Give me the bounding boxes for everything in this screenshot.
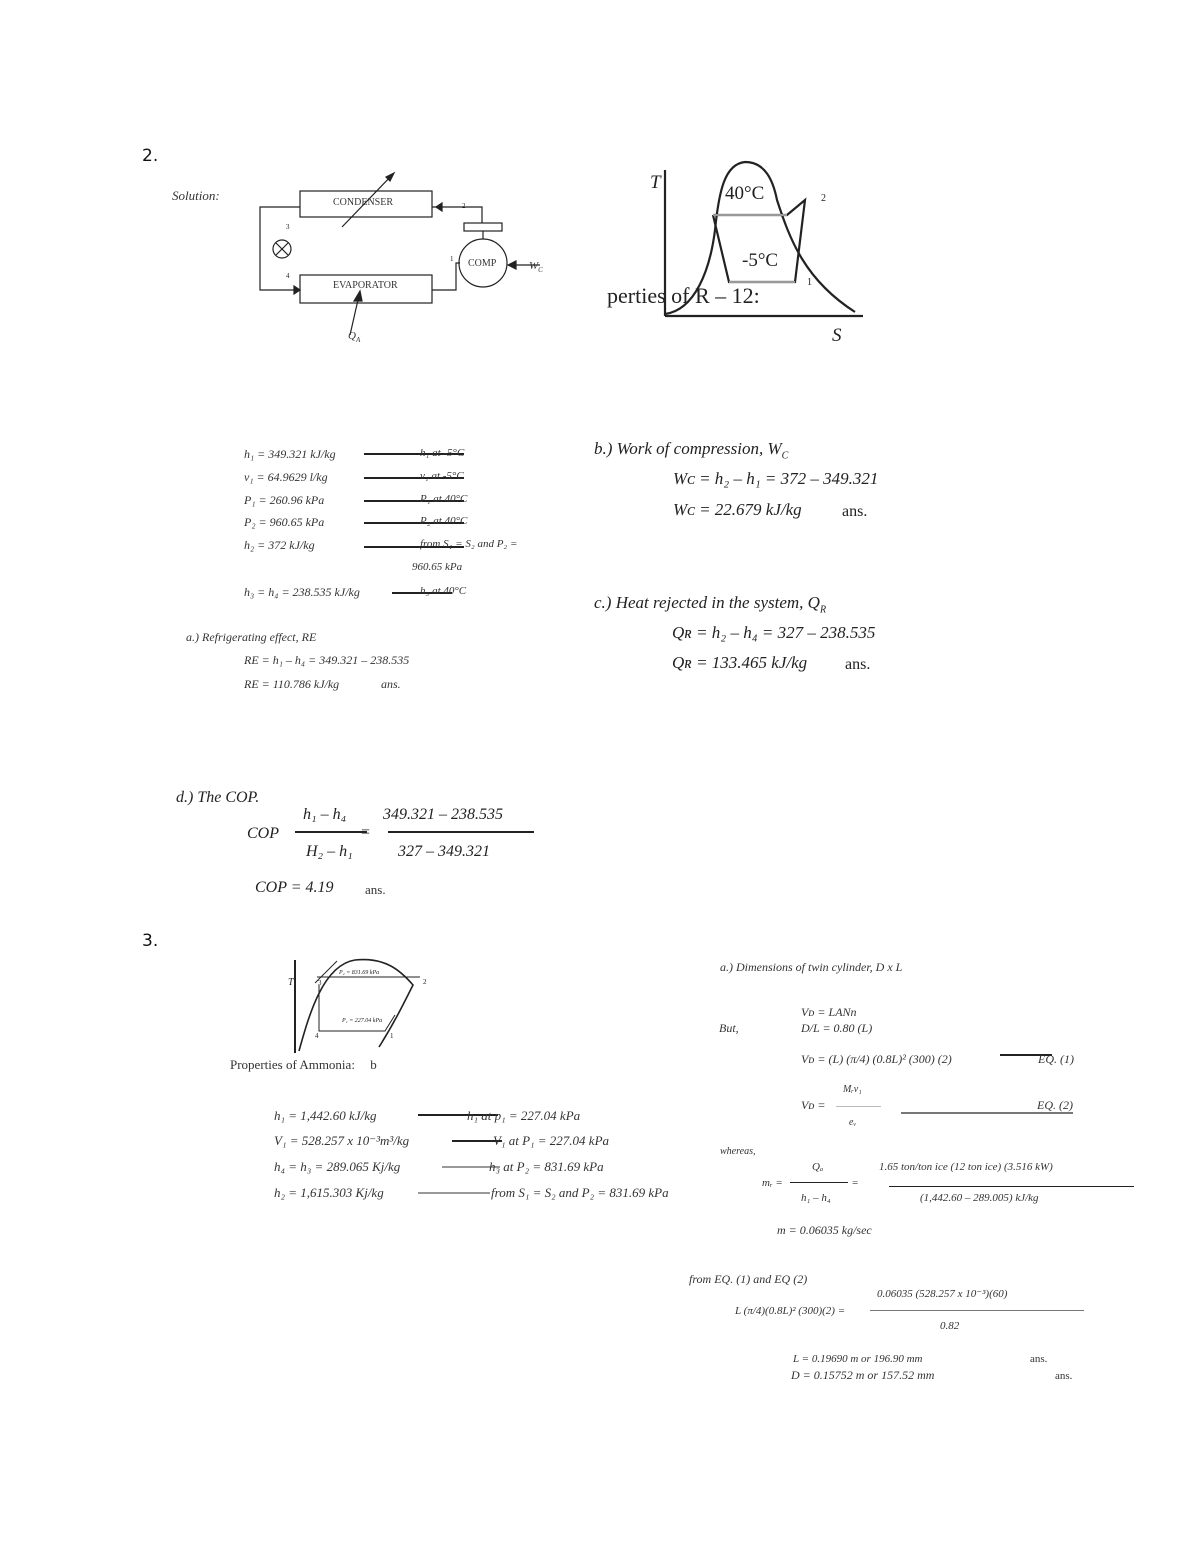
heat-absorbed-label: $Q_A$ <box>348 330 361 345</box>
p2-b-ans: ans. <box>842 503 868 520</box>
prop-h2: h₂ = 372 kJ/kg <box>244 538 315 552</box>
ts-s-axis-label: S <box>832 325 842 346</box>
fraction-bar <box>836 1106 881 1107</box>
p2-c-heading: c.) Heat rejected in the system, $Q_R$ <box>594 593 827 616</box>
p3-but: But, <box>719 1021 739 1035</box>
note-p1: P₁ at 40°C <box>420 493 468 505</box>
p2-b-eq2: Wᴄ = 22.679 kJ/kg <box>673 500 802 519</box>
p3-d-result: D = 0.15752 m or 157.52 mm <box>791 1368 935 1382</box>
p3-whereas: whereas, <box>720 1146 756 1157</box>
condenser-label: CONDENSER <box>333 197 394 208</box>
p2-c-eq2: Qʀ = 133.465 kJ/kg <box>672 653 808 672</box>
p2-c-eq1: Qʀ = h₂ – h₄ = 327 – 238.535 <box>672 623 876 642</box>
p3-rhs-den: (1,442.60 – 289.005) kJ/kg <box>920 1192 1039 1204</box>
note-h2-cont: 960.65 kPa <box>412 561 463 573</box>
note-h3: h₃ at 40°C <box>420 585 467 597</box>
p2-a-heading: a.) Refrigerating effect, RE <box>186 630 317 644</box>
ts-state-1: 1 <box>807 277 812 288</box>
fraction-bar <box>889 1186 1134 1187</box>
p2-a-eq2: RE = 110.786 kJ/kg <box>244 677 340 691</box>
problem-3-number: 3. <box>142 931 159 951</box>
cop-num1: h₁ – h₄ <box>303 806 347 823</box>
p3-rhs-num: 1.65 ton/ton ice (12 ton ice) (3.516 kW) <box>879 1161 1053 1173</box>
arrow-line <box>418 1192 490 1194</box>
compressor-label: COMP <box>468 258 497 269</box>
problem-2-number: 2. <box>142 146 159 166</box>
p3-eq2: EQ. (2) <box>1037 1098 1073 1112</box>
p3-eqs: = <box>852 1177 859 1189</box>
p3-note-h3: h₃ at P₂ = 831.69 kPa <box>489 1159 604 1174</box>
ts-t-axis-label: T <box>650 172 661 193</box>
fraction-bar <box>870 1310 1084 1311</box>
p3-dl: D/L = 0.80 (L) <box>801 1021 873 1035</box>
refrigeration-schematic <box>250 165 560 350</box>
work-compressor-label: $W_C$ <box>529 260 543 275</box>
prop-p1: P₁ = 260.96 kPa <box>244 493 325 507</box>
p3-from: from EQ. (1) and EQ (2) <box>689 1272 808 1286</box>
p2-a-ans: ans. <box>381 677 401 691</box>
cop-label: COP <box>247 825 279 842</box>
p3-frac-den: 0.82 <box>940 1320 960 1332</box>
ammonia-caption: Properties of Ammonia: b <box>230 1057 377 1072</box>
p3-vd2: Vᴅ = (L) (π/4) (0.8L)² (300) (2) <box>801 1052 952 1066</box>
ammonia-point-3: 3 <box>318 979 322 987</box>
p3-note-v1: V₁ at P₁ = 227.04 kPa <box>493 1133 610 1148</box>
fraction-bar-1 <box>295 831 367 833</box>
p3-m-label: mᵣ = <box>762 1177 783 1189</box>
p2-b-eq1: Wᴄ = h₂ – h₁ = 372 – 349.321 <box>673 469 879 488</box>
p3-prop-h1: h₁ = 1,442.60 kJ/kg <box>274 1108 377 1123</box>
note-h2: from S₁ = S₂ and P₂ = <box>420 538 518 550</box>
cop-result: COP = 4.19 <box>255 879 334 896</box>
ammonia-t-axis: T <box>288 977 294 988</box>
ammonia-bottom-label: P₁ = 227.04 kPa <box>342 1018 383 1024</box>
p3-ev: eᵥ <box>849 1117 857 1128</box>
p2-d-heading: d.) The COP. <box>176 789 260 806</box>
p3-h1h4: h₁ – h₄ <box>801 1192 831 1204</box>
p3-frac-num: 0.06035 (528.257 x 10⁻³)(60) <box>877 1288 1008 1300</box>
fraction-bar-2 <box>388 831 534 833</box>
p2-c-ans: ans. <box>845 656 871 673</box>
note-h1: h₁ at -5°C <box>420 447 465 459</box>
p3-vd1: Vᴅ = LANn <box>801 1005 857 1019</box>
ammonia-top-label: P₂ = 831.69 kPa <box>339 970 380 976</box>
note-v1: v₁ at -5°C <box>420 470 464 482</box>
prop-h3: h₃ = h₄ = 238.535 kJ/kg <box>244 585 360 599</box>
high-temp-label: 40°C <box>725 183 765 204</box>
p2-b-heading: b.) Work of compression, $W_C$ <box>594 439 789 462</box>
p3-note-h1: h₁ at p₁ = 227.04 kPa <box>467 1108 581 1123</box>
fraction-bar <box>790 1182 848 1183</box>
low-temp-label: -5°C <box>742 250 779 271</box>
ts-state-2: 2 <box>821 193 826 204</box>
state-label-2: 2 <box>462 202 466 210</box>
p3-l-ans: ans. <box>1030 1353 1048 1365</box>
p3-prop-v1: V₁ = 528.257 x 10⁻³m³/kg <box>274 1133 410 1148</box>
p3-qa: Qₐ <box>812 1161 824 1173</box>
r12-overlay-text: perties of R – 12: <box>607 283 760 308</box>
p3-mv: Mᵣv₁ <box>843 1084 862 1095</box>
p3-prop-h4: h₄ = h₃ = 289.065 Kj/kg <box>274 1159 401 1174</box>
p2-a-eq1: RE = h₁ – h₄ = 349.321 – 238.535 <box>244 653 410 667</box>
note-p2: P₂ at 40°C <box>420 515 468 527</box>
prop-h1: h₁ = 349.321 kJ/kg <box>244 447 336 461</box>
cop-num2: 349.321 – 238.535 <box>383 806 503 823</box>
p3-eq1: EQ. (1) <box>1038 1052 1074 1066</box>
state-label-3: 3 <box>286 223 290 231</box>
p3-a-heading: a.) Dimensions of twin cylinder, D x L <box>720 960 903 974</box>
p3-lhs: L (π/4)(0.8L)² (300)(2) = <box>735 1305 846 1317</box>
ammonia-point-4: 4 <box>315 1032 319 1040</box>
cop-ans: ans. <box>365 882 386 897</box>
prop-v1: v₁ = 64.9629 l/kg <box>244 470 328 484</box>
p3-vd3: Vᴅ = <box>801 1098 826 1112</box>
prop-p2: P₂ = 960.65 kPa <box>244 515 325 529</box>
state-label-4: 4 <box>286 272 290 280</box>
p3-note-h2: from S₁ = S₂ and P₂ = 831.69 kPa <box>491 1185 669 1200</box>
p3-l-result: L = 0.19690 m or 196.90 mm <box>793 1353 923 1365</box>
evaporator-label: EVAPORATOR <box>333 280 398 291</box>
state-label-1: 1 <box>450 255 454 263</box>
solution-label: Solution: <box>172 188 220 203</box>
p3-m-result: m = 0.06035 kg/sec <box>777 1223 872 1237</box>
ammonia-point-1: 1 <box>390 1032 394 1040</box>
ammonia-point-2: 2 <box>423 978 427 986</box>
cop-equals: = <box>361 824 371 841</box>
cop-den2: 327 – 349.321 <box>398 843 490 860</box>
p3-d-ans: ans. <box>1055 1370 1073 1382</box>
cop-den1: H₂ – h₁ <box>306 843 353 860</box>
p3-prop-h2: h₂ = 1,615.303 Kj/kg <box>274 1185 384 1200</box>
